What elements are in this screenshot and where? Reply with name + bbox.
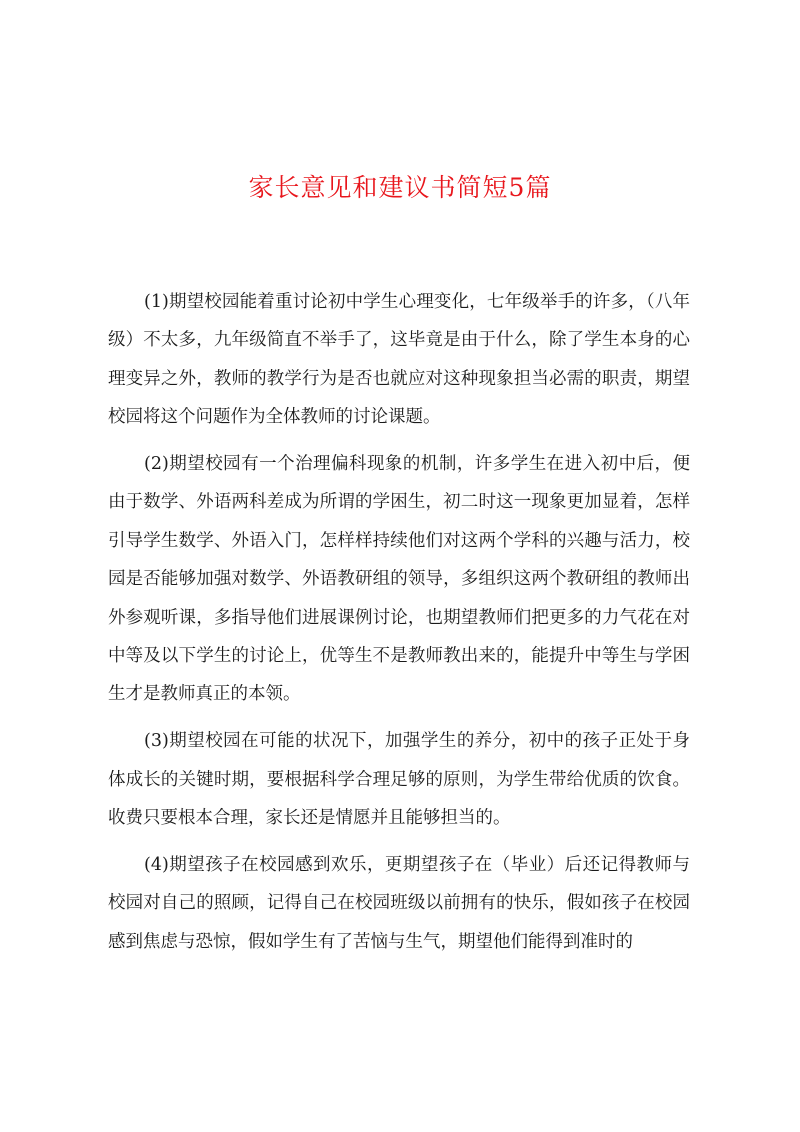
paragraph-2: (2)期望校园有一个治理偏科现象的机制，许多学生在进入初中后，便由于数学、外语两科差成为所谓的学困生，初二时这一现象更加显着，怎样引导学生数学、外语入门，怎样样持续他们对这两个学科的兴趣与活力，校园是否能够加强对数学、外语教研组的领导，多组织这两个教研组的教师出外参观听课，多指导他们进展课例讨论，也期望教师们把更多的力气花在对中等及以下学生的讨论上，优等生不是教师教出来的，能提升中等生与学困生才是教师真正的本领。 <box>108 454 690 705</box>
document-body <box>108 283 690 969</box>
paragraph-1: (1)期望校园能着重讨论初中学生心理变化，七年级举手的许多，（八年级）不太多，九年级简直不举手了，这毕竟是由于什么，除了学生本身的心理变异之外，教师的教学行为是否也就应对这种现象担当必需的职责，期望校园将这个问题作为全体教师的讨论课题。 <box>108 292 690 428</box>
paragraph-3: (3)期望校园在可能的状况下，加强学生的养分，初中的孩子正处于身体成长的关键时期，要根据科学合理足够的原则，为学生带给优质的饮食。收费只要根本合理，家长还是情愿并且能够担当的。 <box>108 731 690 829</box>
paragraph-4: (4)期望孩子在校园感到欢乐，更期望孩子在（毕业）后还记得教师与校园对自己的照顾，记得自己在校园班级以前拥有的快乐，假如孩子在校园感到焦虑与恐惊，假如学生有了苦恼与生气，期望他们能得到准时的 <box>108 854 690 952</box>
document-title: 家长意见和建议书简短5篇 <box>248 173 552 202</box>
